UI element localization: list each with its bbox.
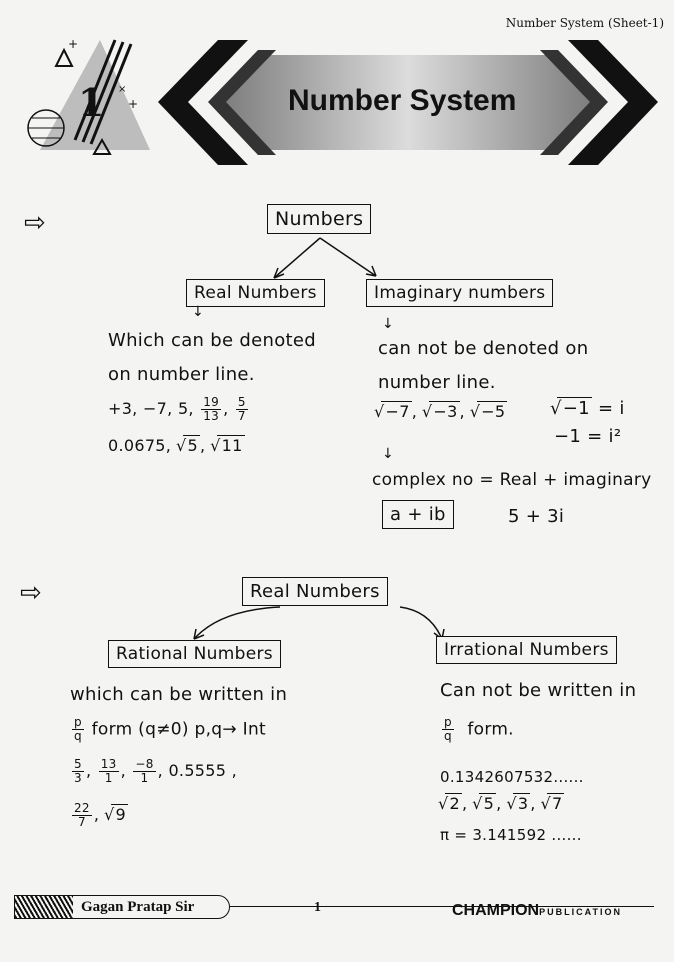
page-number: 1 bbox=[314, 900, 321, 915]
identity-i bbox=[556, 398, 625, 419]
publisher-main: CHAMPION bbox=[452, 902, 540, 919]
fraction: $\frac{p}{q}$ bbox=[74, 715, 82, 744]
square-root: √ −5 bbox=[477, 401, 508, 421]
irrational-roots: √ 2 , √ 5 , √ 3 , √ 7 bbox=[444, 794, 564, 813]
imag-desc-line1: can not be denoted on bbox=[378, 338, 589, 359]
real-example: +3, bbox=[108, 399, 138, 419]
rational-desc: which can be written in bbox=[70, 684, 288, 705]
irrational-desc: Can not be written in bbox=[440, 680, 637, 701]
irrational-pq-form bbox=[440, 716, 514, 743]
pq-form-text: form (q≠0) p,q→ Int bbox=[91, 719, 266, 740]
node-irrational-numbers: Irrational Numbers bbox=[436, 636, 617, 664]
fraction: $\frac{22}{7}$ bbox=[74, 801, 90, 830]
publisher-logo bbox=[452, 900, 622, 920]
pi-value: π = 3.141592 ...... bbox=[440, 826, 582, 844]
small-down-arrow: ↓ bbox=[192, 304, 205, 320]
real-examples-line2: 0.0675, √ 5 , √ 11 bbox=[108, 436, 245, 455]
author-stripes bbox=[15, 896, 73, 918]
identity-rhs: = i bbox=[597, 398, 625, 419]
square-root: √ 7 bbox=[547, 793, 564, 813]
svg-text:×: × bbox=[118, 84, 127, 95]
node-real-numbers-2: Real Numbers bbox=[242, 577, 388, 606]
complex-example: 5 + 3i bbox=[508, 506, 565, 527]
square-root: √ 2 bbox=[445, 793, 462, 813]
real-example: 5, bbox=[177, 399, 194, 419]
imag-desc-line2: number line. bbox=[378, 372, 496, 393]
fraction: $\frac{-8}{1}$ bbox=[135, 757, 154, 786]
node-rational-numbers: Rational Numbers bbox=[108, 640, 281, 668]
fraction: $\frac{5}{3}$ bbox=[74, 757, 82, 786]
small-down-arrow: ↓ bbox=[382, 316, 395, 332]
square-root: √ −3 bbox=[429, 401, 460, 421]
real-example: −7, bbox=[142, 399, 173, 419]
svg-text:+: + bbox=[68, 37, 79, 51]
rational-examples-line1: $\frac{5}{3}$ , $\frac{13}{1}$ , $\frac{-8}{1}$ , 0.5555 , bbox=[74, 757, 238, 786]
square-root: √ −7 bbox=[381, 401, 412, 421]
decimal-example: 0.5555 , bbox=[168, 761, 238, 781]
author-name: Gagan Pratap Sir bbox=[81, 898, 195, 915]
tree-connector-2 bbox=[180, 605, 460, 645]
real-desc-line1: Which can be denoted bbox=[108, 330, 316, 351]
complex-form-box: a + ib bbox=[382, 500, 454, 529]
page-title: Number System bbox=[288, 84, 517, 117]
square-root: √ 5 bbox=[479, 793, 496, 813]
square-root: √ 9 bbox=[111, 804, 128, 824]
rational-examples-line2: $\frac{22}{7}$ , √ 9 bbox=[70, 802, 128, 829]
bullet-arrow-icon: ⇨ bbox=[20, 578, 42, 608]
square-root: √ 11 bbox=[217, 435, 244, 455]
real-desc-line2: on number line. bbox=[108, 364, 255, 385]
fraction: $\frac{5}{7}$ bbox=[237, 395, 246, 424]
identity-i-squared: −1 = i² bbox=[554, 426, 622, 447]
irrational-decimal: 0.1342607532...... bbox=[440, 768, 584, 786]
real-examples-line1: +3, −7, 5, $\frac{19}{13}$ , $\frac{5}{7}$ bbox=[108, 395, 246, 424]
square-root: √ 3 bbox=[513, 793, 530, 813]
node-numbers: Numbers bbox=[267, 204, 371, 234]
fraction: $\frac{13}{1}$ bbox=[100, 757, 117, 786]
svg-text:+: + bbox=[128, 97, 139, 111]
imag-roots: √ −7 , √ −3 , √ −5 bbox=[380, 402, 507, 421]
fraction: $\frac{p}{q}$ bbox=[444, 715, 452, 744]
square-root: √ 5 bbox=[183, 435, 200, 455]
node-real-numbers: Real Numbers bbox=[186, 279, 325, 307]
node-imaginary-numbers: Imaginary numbers bbox=[366, 279, 553, 307]
chapter-number: 1 bbox=[78, 80, 105, 125]
square-root: √ −1 bbox=[557, 397, 592, 419]
real-example: 0.0675, bbox=[108, 436, 172, 455]
small-down-arrow: ↓ bbox=[382, 446, 395, 462]
complex-definition: complex no = Real + imaginary bbox=[372, 470, 652, 490]
pq-form-text: form. bbox=[467, 719, 514, 740]
fraction: $\frac{19}{13}$ bbox=[203, 395, 220, 424]
sheet-label: Number System (Sheet-1) bbox=[505, 16, 664, 30]
rational-pq-form bbox=[70, 716, 266, 743]
publisher-sub: PUBLICATION bbox=[539, 907, 622, 917]
author-tag bbox=[14, 895, 230, 919]
bullet-arrow-icon: ⇨ bbox=[24, 208, 46, 238]
